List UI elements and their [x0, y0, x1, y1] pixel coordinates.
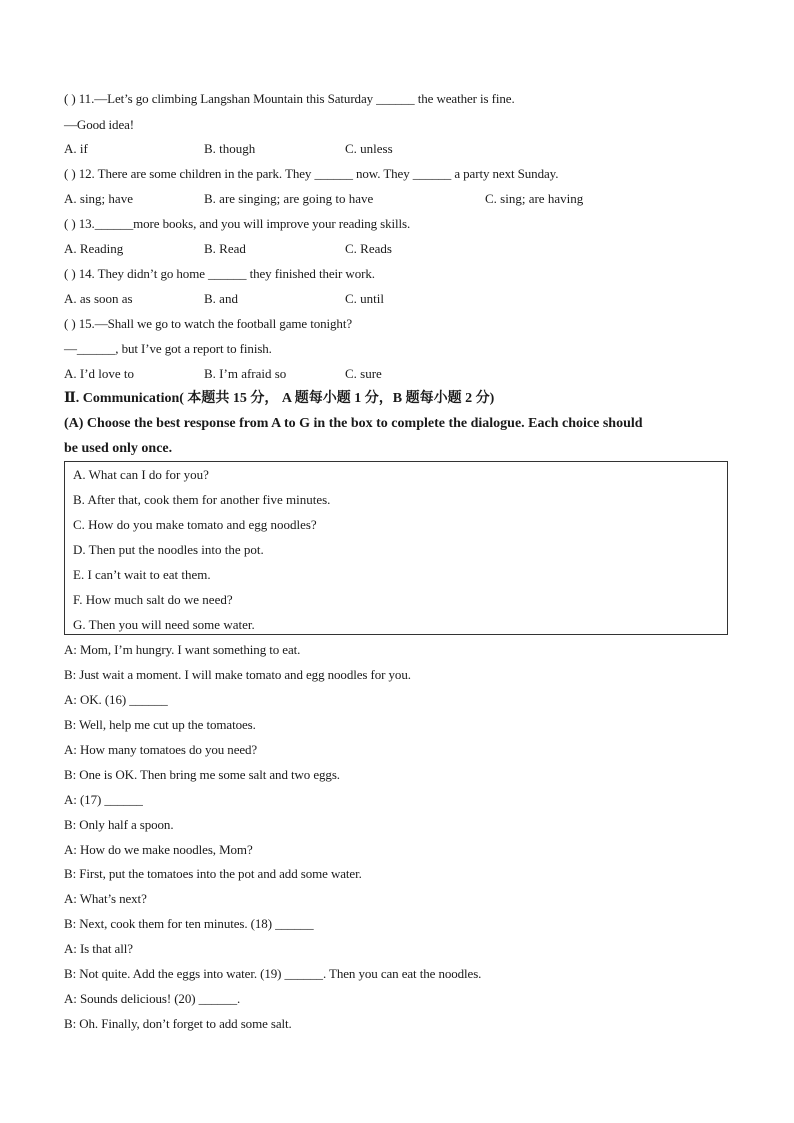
dialogue-line: B: One is OK. Then bring me some salt and two eggs.	[64, 767, 340, 782]
question-12-option-c: C. sing; are having	[485, 191, 584, 206]
question-11-stem: ( ) 11.—Let’s go climbing Langshan Mountain this Saturday ______ the weather is fine.	[64, 91, 515, 106]
section-heading: Ⅱ. Communication( 本题共 15 分， A 题每小题 1 分，B 题每小题 2 分)	[64, 391, 495, 406]
dialogue-line: B: Well, help me cut up the tomatoes.	[64, 717, 256, 732]
dialogue-line: B: Only half a spoon.	[64, 817, 174, 832]
section-instruction-line-1: (A) Choose the best response from A to G in the box to complete the dialogue. Each choice should	[64, 416, 643, 431]
dialogue-line: B: Oh. Finally, don’t forget to add some salt.	[64, 1016, 292, 1031]
question-13-option-a: A. Reading	[64, 241, 124, 256]
question-11-option-a: A. if	[64, 141, 88, 156]
choice-g: G. Then you will need some water.	[73, 617, 255, 632]
choice-e: E. I can’t wait to eat them.	[73, 567, 211, 582]
dialogue-line: A: Sounds delicious! (20) ______.	[64, 991, 241, 1006]
question-14-option-a: A. as soon as	[64, 291, 133, 306]
choice-b: B. After that, cook them for another five minutes.	[73, 492, 331, 507]
question-15-reply: —______, but I’ve got a report to finish.	[64, 341, 272, 356]
question-11-option-c: C. unless	[345, 141, 393, 156]
dialogue-line: A: Is that all?	[64, 941, 133, 956]
section-instruction-line-2: be used only once.	[64, 441, 173, 456]
question-14-stem: ( ) 14. They didn’t go home ______ they finished their work.	[64, 266, 375, 281]
dialogue-line: A: How many tomatoes do you need?	[64, 742, 258, 757]
dialogue-line: B: Just wait a moment. I will make tomato and egg noodles for you.	[64, 667, 411, 682]
choice-a: A. What can I do for you?	[73, 467, 209, 482]
question-13-stem: ( ) 13.______more books, and you will improve your reading skills.	[64, 216, 411, 231]
question-12-option-a: A. sing; have	[64, 191, 133, 206]
question-11-reply: —Good idea!	[64, 117, 135, 132]
dialogue-line: B: Next, cook them for ten minutes. (18) ______	[64, 916, 314, 931]
question-13-option-c: C. Reads	[345, 241, 392, 256]
question-14-option-b: B. and	[204, 291, 238, 306]
dialogue-line: A: What’s next?	[64, 891, 147, 906]
question-11-option-b: B. though	[204, 141, 256, 156]
question-15-stem: ( ) 15.—Shall we go to watch the football game tonight?	[64, 316, 353, 331]
dialogue-line: A: (17) ______	[64, 792, 143, 807]
choice-d: D. Then put the noodles into the pot.	[73, 542, 264, 557]
dialogue-line: B: First, put the tomatoes into the pot and add some water.	[64, 866, 362, 881]
question-13-option-b: B. Read	[204, 241, 246, 256]
dialogue-line: A: OK. (16) ______	[64, 692, 168, 707]
question-15-option-a: A. I’d love to	[64, 366, 135, 381]
choice-c: C. How do you make tomato and egg noodles?	[73, 517, 317, 532]
dialogue-line: A: How do we make noodles, Mom?	[64, 842, 253, 857]
question-12-stem: ( ) 12. There are some children in the park. They ______ now. They ______ a party next Sunday.	[64, 166, 559, 181]
dialogue-line: B: Not quite. Add the eggs into water. (19) ______. Then you can eat the noodles.	[64, 966, 482, 981]
choice-f: F. How much salt do we need?	[73, 592, 233, 607]
question-15-option-c: C. sure	[345, 366, 382, 381]
dialogue-line: A: Mom, I’m hungry. I want something to eat.	[64, 642, 301, 657]
choice-box	[64, 461, 728, 635]
question-14-option-c: C. until	[345, 291, 385, 306]
question-12-option-b: B. are singing; are going to have	[204, 191, 374, 206]
question-15-option-b: B. I’m afraid so	[204, 366, 287, 381]
